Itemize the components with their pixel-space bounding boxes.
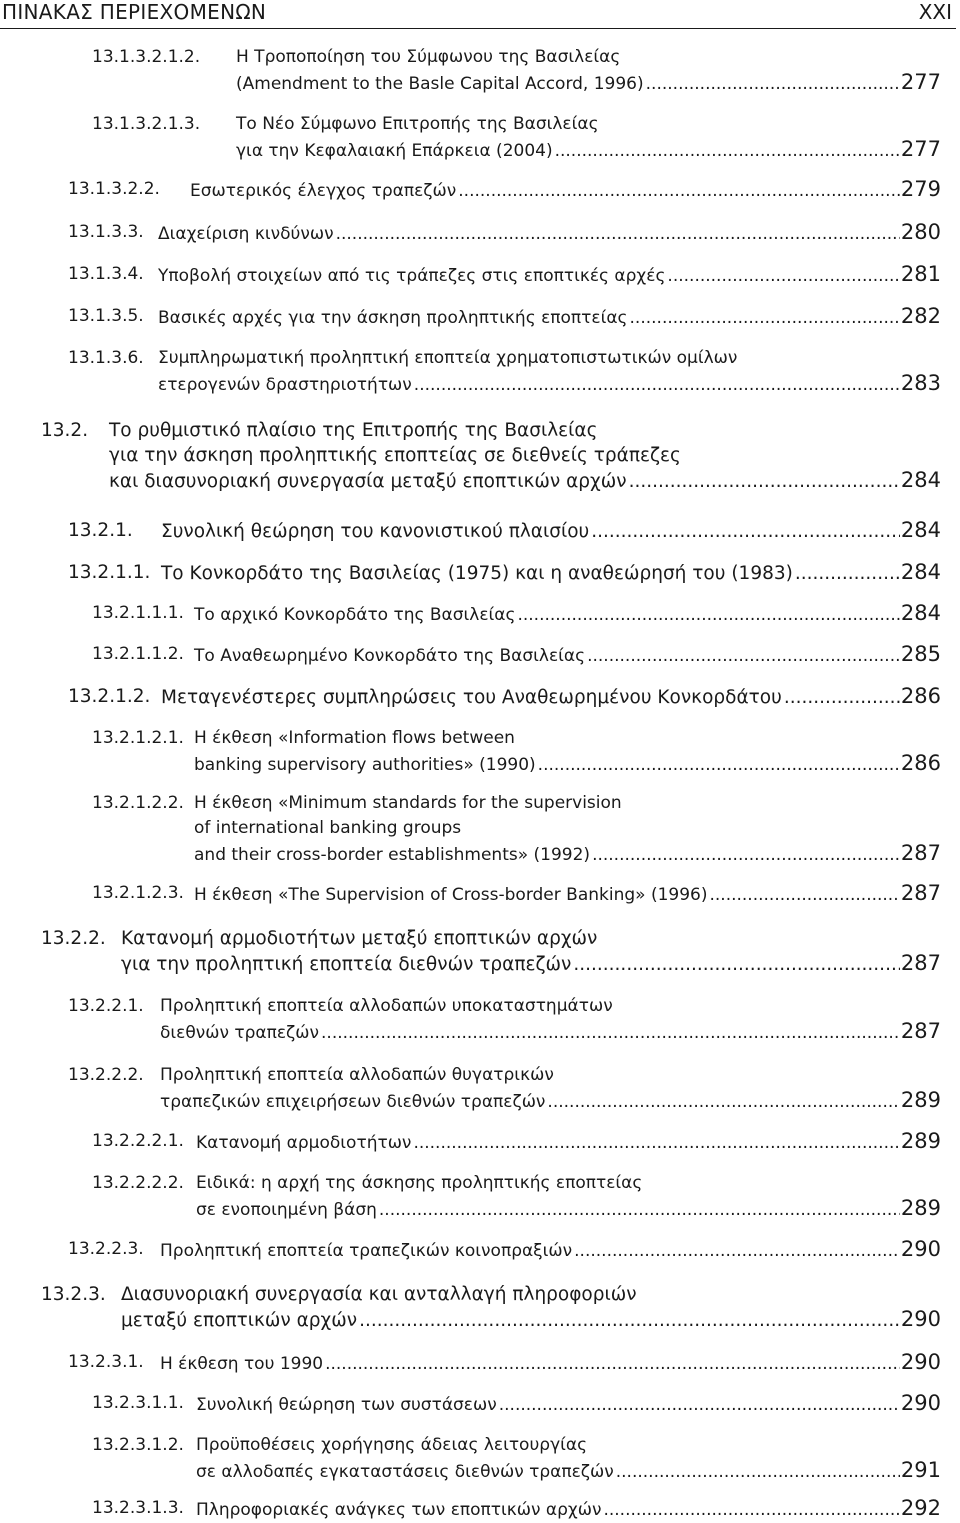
- section-title: ΠΙΝΑΚΑΣ ΠΕΡΙΕΧΟΜΕΝΩΝ: [2, 0, 267, 24]
- dot-leader: [538, 753, 900, 778]
- entry-title-line: Η έκθεση «Information flows between: [194, 728, 515, 748]
- dot-leader: [321, 1021, 900, 1046]
- entry-number: 13.2.2.2.: [68, 1065, 144, 1085]
- entry-title-line: Εσωτερικός έλεγχος τραπεζών: [190, 181, 457, 201]
- entry-number: 13.1.3.2.1.2.: [92, 47, 201, 67]
- entry-page: 292: [900, 1496, 941, 1520]
- entry-title-line: Η Τροποποίηση του Σύμφωνου της Βασιλείας: [236, 47, 621, 67]
- entry-title-line: Συμπληρωματική προληπτική εποπτεία χρηματοπιστωτικών ομίλων: [158, 348, 738, 368]
- entry-title-line: Ειδικά: η αρχή της άσκησης προληπτικής εποπτείας: [196, 1173, 643, 1193]
- entry-page: 284: [900, 518, 941, 542]
- entry-page: 290: [900, 1307, 941, 1331]
- entry-number: 13.2.1.1.1.: [92, 603, 184, 623]
- entry-number: 13.2.1.2.2.: [92, 793, 184, 813]
- entry-number: 13.1.3.6.: [68, 348, 144, 368]
- dot-leader: [336, 222, 900, 247]
- entry-title-line: για την Κεφαλαιακή Επάρκεια (2004): [236, 141, 553, 161]
- dot-leader: [555, 139, 900, 164]
- dot-leader: [587, 644, 900, 669]
- entry-title-line: μεταξύ εποπτικών αρχών: [121, 1310, 358, 1331]
- entry-title-line: Βασικές αρχές για την άσκηση προληπτικής εποπτείας: [158, 308, 628, 328]
- entry-number: 13.1.3.2.2.: [68, 179, 160, 199]
- entry-page: 291: [900, 1458, 941, 1482]
- entry-number: 13.2.2.2.2.: [92, 1173, 184, 1193]
- entry-page: 287: [900, 951, 941, 975]
- entry-title-line: Μεταγενέστερες συμπληρώσεις του Αναθεωρημένου Κονκορδάτου: [161, 687, 782, 708]
- entry-page: 290: [900, 1237, 941, 1261]
- entry-page: 289: [900, 1088, 941, 1112]
- entry-title-line: Προϋποθέσεις χορήγησης άδειας λειτουργίας: [196, 1435, 588, 1455]
- entry-title-line: Προληπτική εποπτεία τραπεζικών κοινοπραξιών: [160, 1241, 573, 1261]
- entry-page: 285: [900, 642, 941, 666]
- entry-title-line: Συνολική θεώρηση των συστάσεων: [196, 1395, 497, 1415]
- entry-number: 13.2.: [41, 420, 89, 441]
- entry-title-line: of international banking groups: [194, 818, 462, 838]
- dot-leader: [458, 179, 900, 204]
- dot-leader: [592, 843, 900, 868]
- entry-number: 13.2.1.1.2.: [92, 644, 184, 664]
- entry-title-line: για την προληπτική εποπτεία διεθνών τραπεζών: [121, 954, 572, 975]
- entry-number: 13.2.1.: [68, 520, 133, 541]
- entry-page: 284: [900, 601, 941, 625]
- entry-title-line: Το Κονκορδάτο της Βασιλείας (1975) και η αναθεώρησή του (1983): [161, 563, 793, 584]
- entry-title-line: σε αλλοδαπές εγκαταστάσεις διεθνών τραπεζών: [196, 1462, 614, 1482]
- page-number: XXI: [918, 0, 952, 24]
- entry-number: 13.2.3.1.3.: [92, 1498, 184, 1518]
- dot-leader: [574, 1239, 900, 1264]
- entry-page: 277: [900, 137, 941, 161]
- header-rule: [0, 28, 956, 29]
- entry-title-line: Το ρυθμιστικό πλαίσιο της Επιτροπής της Βασιλείας: [109, 420, 598, 441]
- entry-title-line: Διασυνοριακή συνεργασία και ανταλλαγή πληροφοριών: [121, 1284, 637, 1305]
- entry-page: 289: [900, 1196, 941, 1220]
- entry-title-line: τραπεζικών επιχειρήσεων διεθνών τραπεζών: [160, 1092, 546, 1112]
- entry-title-line: and their cross-border establishments» (1992): [194, 845, 591, 865]
- entry-page: 277: [900, 70, 941, 94]
- entry-title-line: Πληροφοριακές ανάγκες των εποπτικών αρχών: [196, 1500, 602, 1520]
- entry-title-line: Η έκθεση «The Supervision of Cross-border Banking» (1996): [194, 885, 708, 905]
- entry-number: 13.2.3.1.1.: [92, 1393, 184, 1413]
- dot-leader: [629, 469, 900, 494]
- entry-page: 290: [900, 1391, 941, 1415]
- entry-title-line: Κατανομή αρμοδιοτήτων μεταξύ εποπτικών αρχών: [121, 928, 598, 949]
- dot-leader: [414, 373, 900, 398]
- entry-page: 289: [900, 1129, 941, 1153]
- entry-title-line: σε ενοποιημένη βάση: [196, 1200, 377, 1220]
- entry-page: 290: [900, 1350, 941, 1374]
- dot-leader: [591, 519, 900, 544]
- dot-leader: [499, 1393, 900, 1418]
- dot-leader: [359, 1308, 900, 1333]
- entry-number: 13.1.3.3.: [68, 222, 144, 242]
- dot-leader: [646, 72, 900, 97]
- entry-page: 284: [900, 560, 941, 584]
- entry-title-line: και διασυνοριακή συνεργασία μεταξύ εποπτικών αρχών: [109, 471, 627, 492]
- entry-page: 286: [900, 684, 941, 708]
- dot-leader: [517, 603, 899, 628]
- entry-title-line: Το αρχικό Κονκορδάτο της Βασιλείας: [194, 605, 516, 625]
- dot-leader: [379, 1198, 900, 1223]
- dot-leader: [547, 1090, 899, 1115]
- entry-page: 280: [900, 220, 941, 244]
- entry-number: 13.2.2.: [41, 928, 106, 949]
- entry-title-line: για την άσκηση προληπτικής εποπτείας σε διεθνείς τράπεζες: [109, 445, 681, 466]
- entry-number: 13.2.1.2.3.: [92, 883, 184, 903]
- entry-number: 13.2.3.1.: [68, 1352, 144, 1372]
- page-header: [0, 0, 960, 30]
- entry-title-line: Προληπτική εποπτεία αλλοδαπών υποκαταστημάτων: [160, 996, 613, 1016]
- entry-page: 287: [900, 1019, 941, 1043]
- entry-number: 13.2.1.1.: [68, 562, 151, 583]
- entry-title-line: Η έκθεση «Minimum standards for the supervision: [194, 793, 622, 813]
- entry-title-line: banking supervisory authorities» (1990): [194, 755, 536, 775]
- entry-number: 13.2.2.1.: [68, 996, 144, 1016]
- dot-leader: [573, 952, 900, 977]
- entry-page: 282: [900, 304, 941, 328]
- dot-leader: [325, 1352, 900, 1377]
- entry-number: 13.1.3.2.1.3.: [92, 114, 201, 134]
- entry-title-line: Προληπτική εποπτεία αλλοδαπών θυγατρικών: [160, 1065, 554, 1085]
- entry-title-line: Συνολική θεώρηση του κανονιστικού πλαισίου: [161, 521, 590, 542]
- entry-title-line: Το Αναθεωρημένο Κονκορδάτο της Βασιλείας: [194, 646, 586, 666]
- dot-leader: [413, 1131, 899, 1156]
- dot-leader: [630, 306, 900, 331]
- entry-title-line: ετερογενών δραστηριοτήτων: [158, 375, 412, 395]
- dot-leader: [709, 883, 899, 908]
- entry-page: 287: [900, 841, 941, 865]
- dot-leader: [667, 264, 899, 289]
- entry-title-line: Υποβολή στοιχείων από τις τράπεζες στις εποπτικές αρχές: [158, 266, 666, 286]
- entry-title-line: Το Νέο Σύμφωνο Επιτροπής της Βασιλείας: [236, 114, 599, 134]
- entry-number: 13.2.1.2.1.: [92, 728, 184, 748]
- entry-title-line: (Amendment to the Basle Capital Accord, 1996): [236, 74, 644, 94]
- entry-page: 286: [900, 751, 941, 775]
- entry-number: 13.2.2.3.: [68, 1239, 144, 1259]
- entry-number: 13.2.2.2.1.: [92, 1131, 184, 1151]
- entry-number: 13.2.1.2.: [68, 686, 151, 707]
- entry-title-line: Κατανομή αρμοδιοτήτων: [196, 1133, 412, 1153]
- entry-title-line: διεθνών τραπεζών: [160, 1023, 320, 1043]
- entry-page: 283: [900, 371, 941, 395]
- entry-page: 284: [900, 468, 941, 492]
- entry-number: 13.1.3.4.: [68, 264, 144, 284]
- dot-leader: [784, 685, 900, 710]
- dot-leader: [795, 561, 900, 586]
- entry-page: 281: [900, 262, 941, 286]
- dot-leader: [616, 1460, 900, 1485]
- entry-number: 13.2.3.: [41, 1284, 106, 1305]
- entry-number: 13.2.3.1.2.: [92, 1435, 184, 1455]
- entry-page: 287: [900, 881, 941, 905]
- entry-page: 279: [900, 177, 941, 201]
- entry-number: 13.1.3.5.: [68, 306, 144, 326]
- entry-title-line: Διαχείριση κινδύνων: [158, 224, 334, 244]
- dot-leader: [603, 1498, 899, 1523]
- entry-title-line: Η έκθεση του 1990: [160, 1354, 324, 1374]
